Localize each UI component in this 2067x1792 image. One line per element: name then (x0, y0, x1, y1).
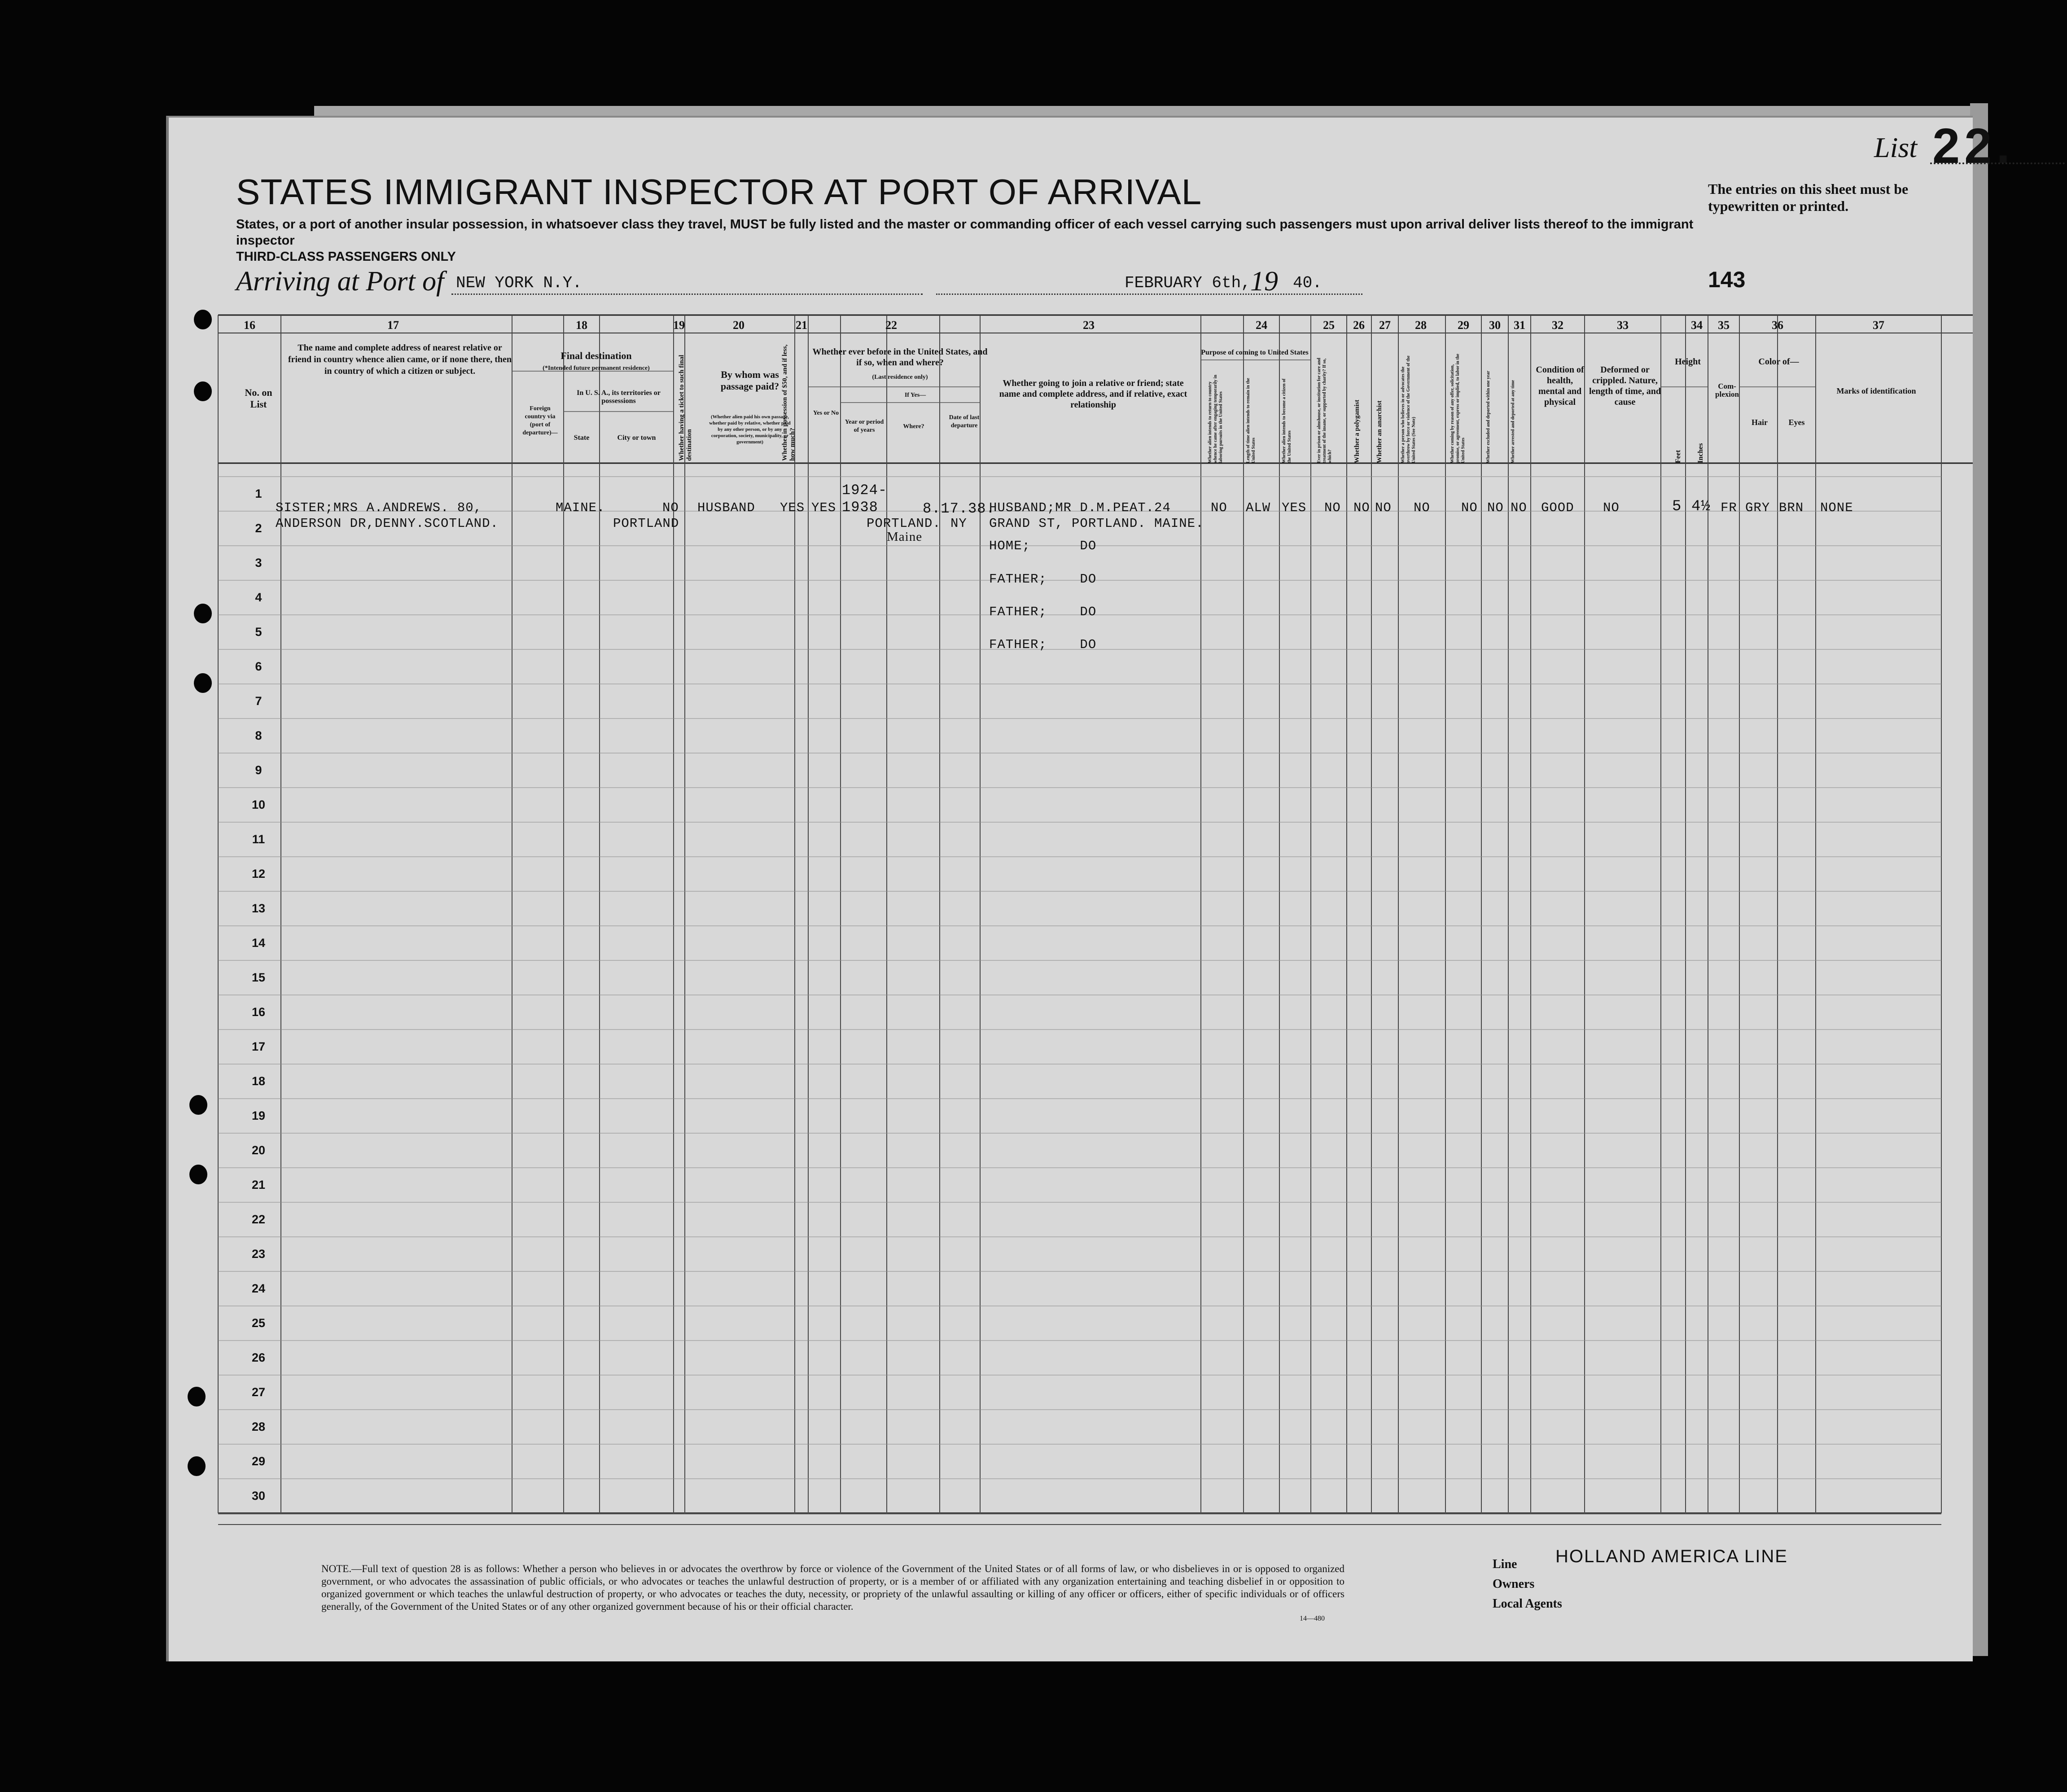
header-health: Condition of health, mental and physical (1536, 365, 1584, 407)
subtitle-line2: THIRD-CLASS PASSENGERS ONLY (236, 250, 456, 264)
punch-hole (194, 673, 212, 693)
header-final-destination: Final destination (561, 350, 632, 361)
column-number: 28 (1415, 319, 1427, 332)
row-number: 21 (251, 1178, 266, 1192)
punch-hole (189, 1165, 207, 1184)
row-number: 14 (251, 936, 266, 950)
row-number: 5 (255, 625, 262, 639)
possession-value: YES (780, 500, 805, 515)
prison-value: NO (1324, 500, 1341, 515)
list-value: 22. (1932, 118, 2014, 174)
state-value: MAINE. (556, 500, 605, 515)
row-number: 24 (251, 1281, 266, 1295)
inches-value: 4½ (1691, 498, 1711, 515)
row-number: 23 (251, 1247, 266, 1261)
join-row3: HOME; DO (989, 539, 1097, 553)
punch-hole (194, 381, 212, 401)
list-label: List (1874, 131, 1918, 163)
column-number: 23 (1083, 319, 1095, 332)
header-purpose-a: Whether alien intends to return to country whence he came after engaging temporarily in laboring pursuits in the United States (1208, 375, 1223, 463)
header-in-usa: In U. S. A., its territories or possessions (577, 389, 661, 405)
eyes-value: BRN (1779, 500, 1804, 515)
column-number: 26 (1353, 319, 1365, 332)
line-value: HOLLAND AMERICA LINE (1555, 1547, 1788, 1566)
local-agents-label: Local Agents (1493, 1597, 1562, 1611)
arriving-label: Arriving at Port of (236, 266, 444, 297)
city-value: PORTLAND (613, 516, 679, 531)
row-number: 20 (251, 1143, 266, 1157)
departure-line2: NY (950, 516, 967, 531)
where-line2: Maine (887, 530, 923, 544)
where-line1: PORTLAND. (867, 516, 941, 531)
header-yes-no: Yes or No (813, 410, 839, 416)
purpose-a-value: NO (1211, 500, 1227, 515)
row-number: 4 (255, 590, 262, 604)
header-state: State (574, 434, 590, 442)
header-if-yes: If Yes— (904, 392, 926, 399)
header-no-on-list: No. on List (245, 387, 272, 410)
line-label: Line (1493, 1557, 1517, 1571)
header-inches: Inches (1697, 443, 1704, 463)
column-number: 24 (1256, 319, 1267, 332)
anarchist-value: NO (1375, 500, 1392, 515)
join-row5: FATHER; DO (989, 605, 1097, 619)
ticket-value: NO (662, 500, 679, 515)
row-number: 8 (255, 728, 262, 742)
row-number: 30 (251, 1489, 266, 1503)
excluded-value: NO (1487, 500, 1504, 515)
column-number: 36 (1772, 319, 1783, 332)
relative-line1: SISTER;MRS A.ANDREWS. 80, (276, 500, 482, 515)
column-number: 21 (796, 319, 807, 332)
column-number: 31 (1514, 319, 1525, 332)
complexion-value: FR (1721, 500, 1737, 515)
arrested-value: NO (1511, 500, 1527, 515)
polygamist-value: NO (1353, 500, 1370, 515)
port-value: NEW YORK N.Y. (456, 274, 582, 292)
health-value: GOOD (1541, 500, 1574, 515)
page-edge-top (314, 106, 1975, 117)
row-number: 19 (251, 1108, 266, 1122)
header-eyes: Eyes (1788, 418, 1805, 427)
column-number: 33 (1617, 319, 1629, 332)
column-number: 30 (1489, 319, 1501, 332)
header-color-of: Color of— (1758, 357, 1799, 367)
row-number: 3 (255, 556, 262, 570)
header-passage-paid: By whom was passage paid? (720, 369, 780, 392)
row-number: 25 (251, 1316, 266, 1330)
punch-hole (189, 1095, 207, 1115)
header-final-destination-note: (*Intended future permanent residence) (543, 365, 650, 372)
header-q28: Whether a person who believes in or advocates the overthrow by force or violence of the Government of the United States (See Note) (1401, 355, 1416, 463)
row-number: 16 (251, 1005, 266, 1019)
punch-hole (188, 1456, 206, 1476)
row-number: 1 (255, 486, 262, 500)
stamp-number: 143 (1708, 267, 1746, 292)
row-number: 18 (251, 1074, 266, 1088)
row-number: 26 (251, 1350, 266, 1364)
row-number: 29 (251, 1454, 266, 1468)
column-number: 34 (1691, 319, 1703, 332)
column-number: 35 (1718, 319, 1730, 332)
row-number: 9 (255, 763, 262, 777)
row-number: 7 (255, 694, 262, 708)
column-number: 20 (733, 319, 744, 332)
form-number: 14—480 (1300, 1615, 1325, 1622)
q28-value: NO (1414, 500, 1430, 515)
column-number: 25 (1323, 319, 1335, 332)
header-excluded: Whether excluded and deported within one year (1486, 371, 1491, 463)
header-purpose-c: Whether alien intends to become a citizen of the United States (1282, 378, 1292, 463)
departure-line1: 8.17.38. (923, 500, 995, 517)
row-number: 15 (251, 970, 266, 984)
punch-hole (194, 604, 212, 623)
header-feet: Feet (1674, 450, 1682, 463)
column-number: 19 (673, 319, 685, 332)
header-ever-before: Whether ever before in the United States, and if so, when and where? (812, 347, 988, 368)
row-number: 28 (251, 1420, 266, 1433)
punch-hole (194, 310, 212, 329)
header-relative-abroad: The name and complete address of nearest relative or friend in country whence alien came, or if none there, then in country of which a citizen or subject. (288, 343, 512, 376)
year-suffix: 40. (1293, 274, 1322, 292)
header-marks: Marks of identification (1836, 386, 1916, 395)
column-number: 16 (244, 319, 255, 332)
column-number: 18 (576, 319, 587, 332)
column-number: 22 (885, 319, 897, 332)
footer-note: NOTE.—Full text of question 28 is as follows: Whether a person who believes in or advocates the overthrow by force or violence of the Government of the United States or of all forms of law, or who disbelieves in or is opposed to organized government, or who advocates the assassination of public officials, or who advocates or teaches the unlawful destruction of property, or is a member of or affiliated with any organization entertaining and teaching disbelief in or opposition to organized government or which teaches the unlawful destruction of property, or who advocates or teaches the duty, necessity, or propriety of the unlawful assaulting or killing of any officer or officers, either of specific individuals or of officers generally, of the Government of the United States or of any other organized government because of his or their official character. (321, 1563, 1344, 1612)
purpose-c-value: YES (1282, 500, 1307, 515)
row-number: 22 (251, 1212, 266, 1226)
column-number: 32 (1552, 319, 1563, 332)
join-line1: HUSBAND;MR D.M.PEAT.24 (989, 500, 1171, 515)
header-arrested: Whether arrested and deported at any time (1511, 380, 1515, 463)
subtitle-line1: States, or a port of another insular possession, in whatsoever class they travel, MUST be fully listed and the master or commanding officer of each vessel carrying such passengers must upon arrival deliver lists thereof to the immigrant inspector (236, 217, 1694, 248)
marks-value: NONE (1820, 500, 1853, 515)
contract-value: NO (1461, 500, 1478, 515)
column-number: 29 (1458, 319, 1469, 332)
row-number: 12 (251, 867, 266, 881)
header-hair: Hair (1752, 418, 1768, 427)
hair-value: GRY (1745, 500, 1770, 515)
header-anarchist: Whether an anarchist (1376, 400, 1383, 463)
column-number: 37 (1873, 319, 1884, 332)
row-number: 27 (251, 1385, 266, 1399)
header-polygamist: Whether a polygamist (1353, 399, 1361, 463)
header-foreign-country: Foreign country via (port of departure)— (522, 405, 558, 436)
period-years-line1: 1924- (842, 482, 888, 499)
period-years-line2: 1938 (842, 499, 878, 516)
row-number: 11 (252, 832, 265, 846)
deformed-value: NO (1603, 500, 1620, 515)
header-year-period: Year or period of years (845, 419, 884, 434)
punch-hole (188, 1387, 206, 1406)
header-passage-paid-note: (Whether alien paid his own passage, whether paid by relative, whether paid by any other person, or by any corporation, society, municipality, or government) (709, 414, 791, 445)
owners-label: Owners (1493, 1577, 1535, 1591)
header-prison: Ever in prison or almshouse, or institution for care and treatment of the insane, or supported by charity? If so, which? (1317, 358, 1332, 463)
join-row4: FATHER; DO (989, 572, 1097, 587)
row-number: 10 (251, 797, 266, 811)
column-number: 27 (1379, 319, 1391, 332)
header-possession-50: Whether in possession of $50, and if less, how much? (781, 344, 796, 461)
row-number: 13 (251, 901, 266, 915)
row-number: 6 (255, 659, 262, 673)
join-row6: FATHER; DO (989, 637, 1097, 652)
join-line2: GRAND ST, PORTLAND. MAINE. (989, 516, 1204, 531)
header-contract: Whether coming by reason of any offer, solicitation, promise, or agreement, express or implied, to labor in the United States (1450, 354, 1466, 463)
header-ticket: Whether having a ticket to such final destination (678, 355, 693, 461)
date-value: FEBRUARY 6th, (1125, 274, 1251, 292)
passage-paid-value: HUSBAND (697, 500, 755, 515)
header-complexion: Com- plexion (1715, 382, 1739, 399)
header-join-relative: Whether going to join a relative or friend; state name and complete address, and if relative, exact relationship (999, 378, 1187, 410)
header-purpose-b: Length of time alien intends to remain in the United States (1246, 378, 1256, 463)
row-number: 2 (255, 521, 262, 535)
relative-line2: ANDERSON DR,DENNY.SCOTLAND. (276, 516, 499, 531)
header-date-departure: Date of last departure (949, 414, 980, 429)
page-edge-right (1970, 103, 1988, 1656)
header-purpose: Purpose of coming to United States (1201, 349, 1309, 356)
manifest-sheet (166, 116, 2014, 1661)
row-number: 17 (251, 1039, 266, 1053)
column-number: 17 (387, 319, 399, 332)
feet-value: 5 (1672, 498, 1682, 515)
ever-before-value: YES (811, 500, 836, 515)
header-ever-before-note: (Last residence only) (872, 374, 928, 381)
header-deformed: Deformed or crippled. Nature, length of time, and cause (1589, 365, 1661, 407)
header-city: City or town (617, 434, 656, 442)
year-prefix: 19 (1250, 266, 1278, 297)
entries-note: The entries on this sheet must be typewritten or printed. (1708, 181, 1909, 214)
header-where: Where? (903, 423, 924, 430)
page-title: STATES IMMIGRANT INSPECTOR AT PORT OF ARRIVAL (236, 172, 1202, 212)
header-height: Height (1675, 357, 1701, 367)
purpose-b-value: ALW (1246, 500, 1271, 515)
